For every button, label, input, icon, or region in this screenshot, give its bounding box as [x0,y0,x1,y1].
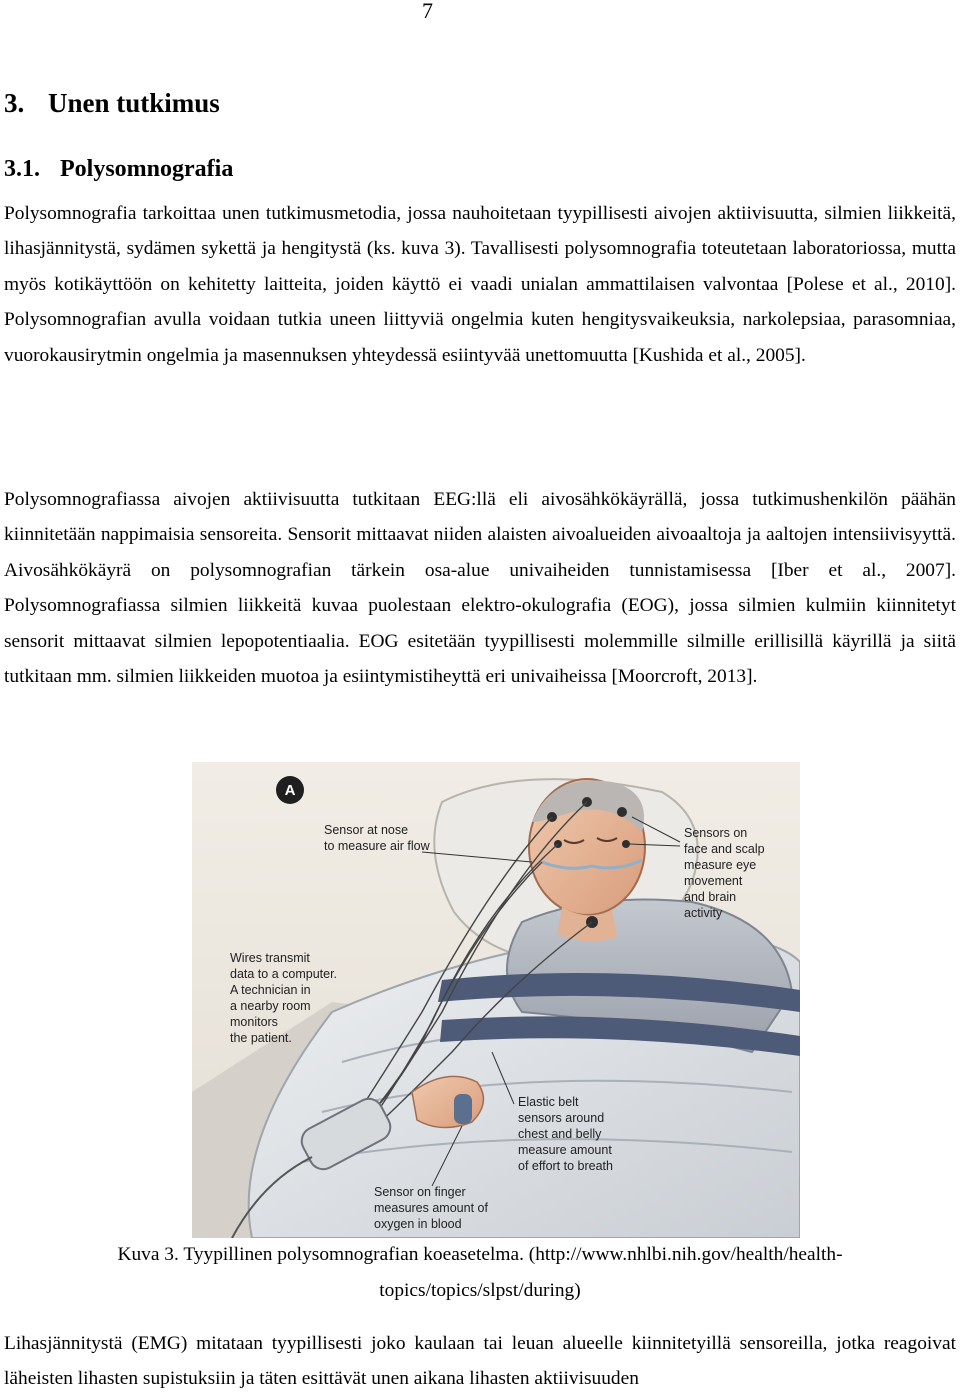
label-wires: Wires transmit data to a computer. A technician in a nearby room monitors the patient. [230,951,338,1045]
sleep-study-illustration [192,762,800,1238]
chapter-heading [4,88,220,119]
polysomnography-figure [192,762,800,1238]
chapter-number: 3. [4,88,25,118]
paragraph-eeg-eog: Polysomnografiassa aivojen aktiivisuutta tutkitaan EEG:llä eli aivosähkökäyrällä, jossa tutkimushenkilön päähän kiinnitetään nappimaisia sensoreita. Sensorit mittaavat niiden alaisten aivoalueiden aivoaaltoja ja aaltojen intensiivisyyttä. Aivosähkökäyrä on polysomnografian tärkein osa-alue univaiheiden tunnistamisessa [Iber et al., 2007]. Polysomnografiassa silmien liikkeitä kuvaa puolestaan elektro-okulografia (EOG), jossa silmien kulmiin kiinnitetyt sensorit mittaavat silmien lepopotentiaalia. EOG esitetään tyypillisesti molemmille silmille erillisillä käyrillä ja siitä tutkitaan mm. silmien liikkeiden muotoa ja esiintymistiheyttä eri univaiheissa [Moorcroft, 2013]. [4,489,956,688]
label-finger-sensor: Sensor on finger measures amount of oxygen in blood [374,1185,488,1231]
section-title: Polysomnografia [60,156,234,182]
label-elastic-belt: Elastic belt sensors around chest and belly measure amount of effort to breath [518,1095,613,1173]
finger-sensor [454,1094,472,1124]
page-number: 7 [422,0,433,23]
chapter-title: Unen tutkimus [48,88,220,118]
paragraph-emg: Lihasjännitystä (EMG) mitataan tyypillisesti joko kaulaan tai leuan alueelle kiinnitetyillä sensoreilla, jotka reagoivat läheisten lihasten supistuksiin ja täten esittävät unen aikana lihasten aktiivisuuden [4,1333,956,1390]
figure-caption-line1: Kuva 3. Tyypillinen polysomnografian koeasetelma. (http://www.nhlbi.nih.gov/health/health- [117,1244,843,1265]
label-face-sensors: Sensors on face and scalp measure eye movement and brain activity [684,826,765,920]
paragraph-polysomnografia-intro: Polysomnografia tarkoittaa unen tutkimusmetodia, jossa nauhoitetaan tyypillisesti aivojen aktiivisuutta, silmien liikkeitä, lihasjännitystä, sydämen sykettä ja hengitystä (ks. kuva 3). Tavallisesti polysomnografia toteutetaan laboratoriossa, mutta myös kotikäyttöön on kehitetty laitteita, joiden käyttö ei vaadi unialan ammattilaisen valvontaa [Polese et al., 2010]. Polysomnografian avulla voidaan tutkia uneen liittyviä ongelmia kuten hengitysvaikeuksia, narkolepsiaa, parasomniaa, vuorokausirytmin ongelmia ja masennuksen yhteydessä esiintyvää unettomuutta [Kushida et al., 2005]. [4,203,956,366]
scalp-sensor [617,807,627,817]
section-number: 3.1. [4,156,40,182]
section-heading [4,156,233,183]
panel-label: A [284,782,296,799]
figure-caption-line2: topics/topics/slpst/during) [379,1280,581,1301]
label-nose: Sensor at nose to measure air flow [324,823,430,853]
eye-sensor [622,840,630,848]
